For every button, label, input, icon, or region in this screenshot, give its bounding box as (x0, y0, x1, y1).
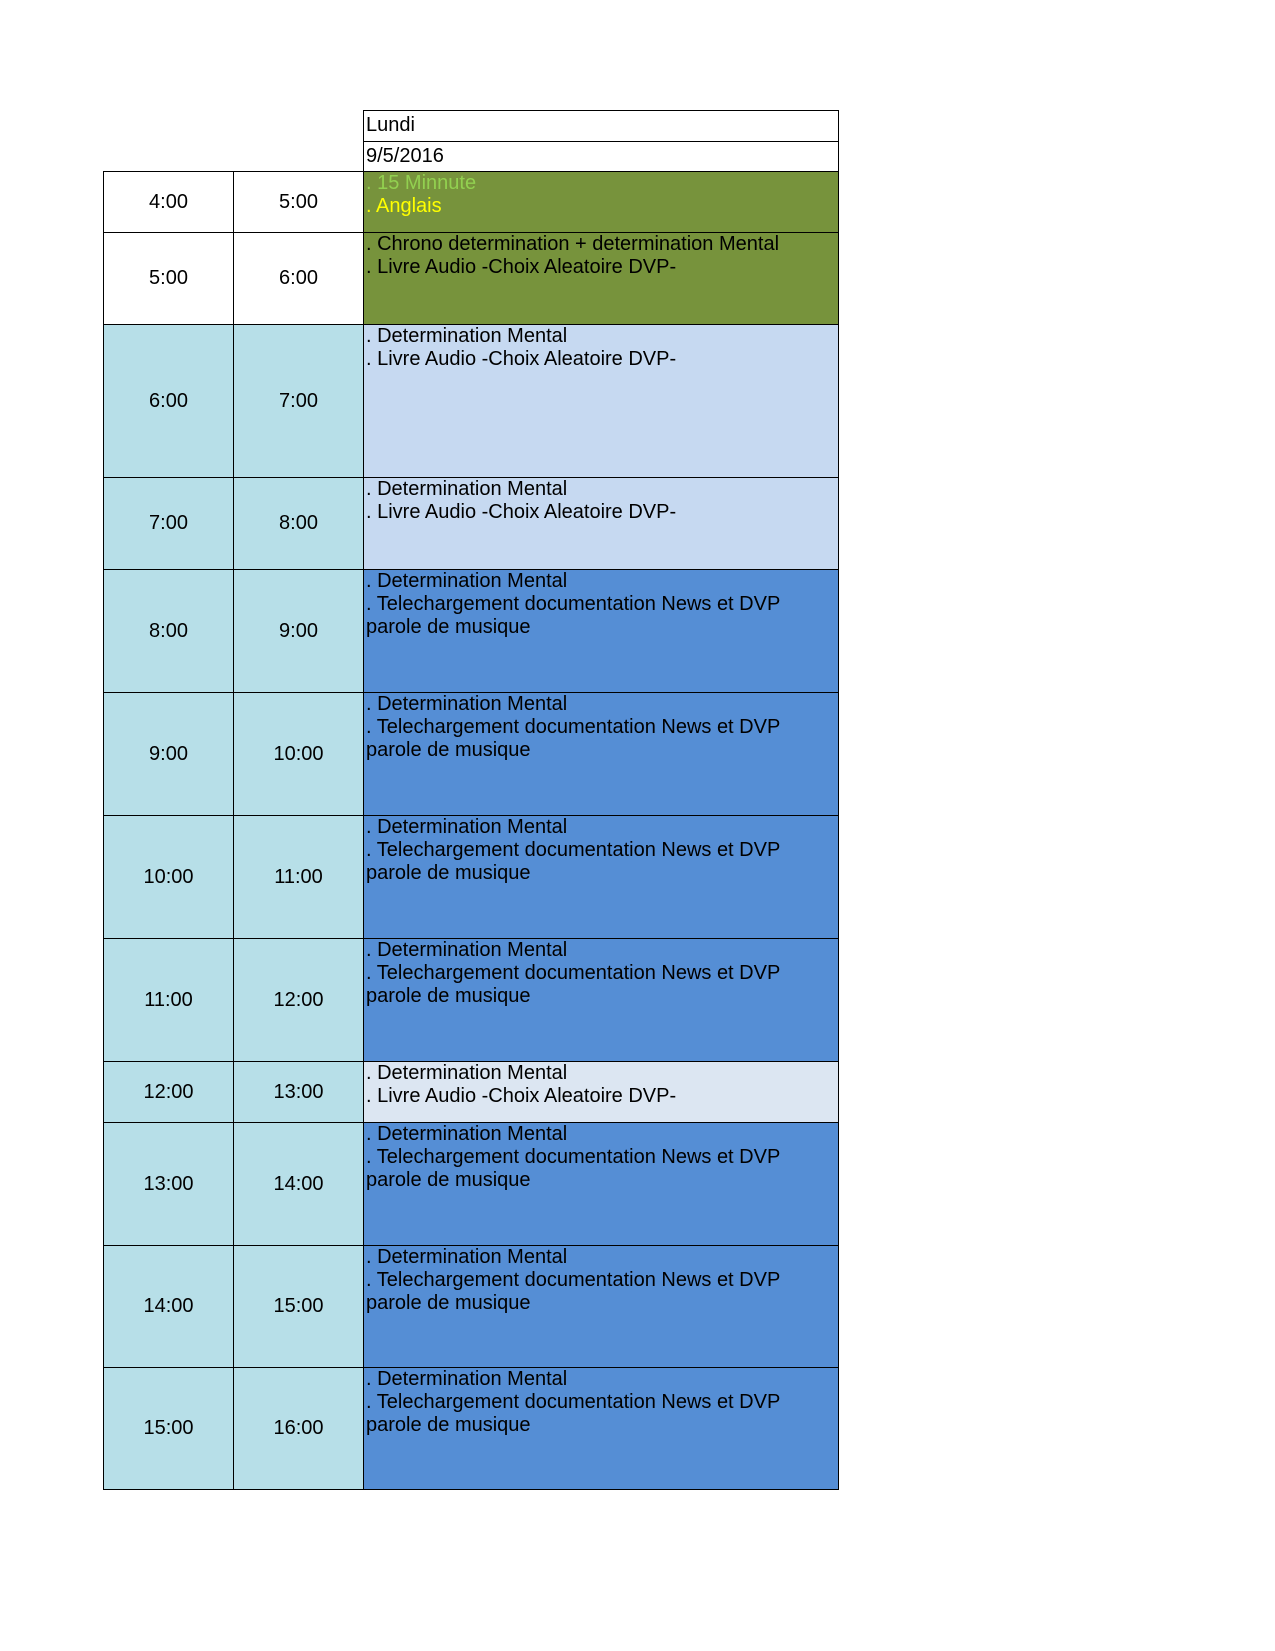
table-row (103, 815, 839, 938)
table-row (103, 692, 839, 815)
table-row (103, 1245, 839, 1367)
activity-line: . Determination Mental (366, 1123, 568, 1145)
start-time: 10:00 (103, 815, 233, 938)
activity-cell (363, 1367, 839, 1490)
end-time: 16:00 (233, 1367, 363, 1490)
activity-line: parole de musique (366, 616, 531, 638)
end-time: 7:00 (233, 324, 363, 477)
activity-line: . Determination Mental (366, 325, 568, 347)
activity-line: . Livre Audio -Choix Aleatoire DVP- (366, 501, 677, 523)
activity-line: . Livre Audio -Choix Aleatoire DVP- (366, 1085, 677, 1107)
activity-cell (363, 815, 839, 938)
activity-line: . Determination Mental (366, 1368, 568, 1390)
end-time: 12:00 (233, 938, 363, 1061)
start-time: 15:00 (103, 1367, 233, 1490)
start-time: 5:00 (103, 232, 233, 324)
start-time: 4:00 (103, 171, 233, 232)
activity-cell (363, 1122, 839, 1245)
start-time: 11:00 (103, 938, 233, 1061)
start-time: 14:00 (103, 1245, 233, 1367)
activity-line: . Determination Mental (366, 693, 568, 715)
date-header: 9/5/2016 (363, 141, 839, 173)
activity-line: . Determination Mental (366, 570, 568, 592)
activity-cell (363, 477, 839, 569)
end-time: 13:00 (233, 1061, 363, 1122)
activity-line: . Determination Mental (366, 1062, 568, 1084)
activity-line: . 15 Minnute (366, 172, 477, 194)
table-row (103, 324, 839, 477)
start-time: 7:00 (103, 477, 233, 569)
start-time: 6:00 (103, 324, 233, 477)
activity-cell (363, 1061, 839, 1122)
activity-line: . Livre Audio -Choix Aleatoire DVP- (366, 348, 677, 370)
activity-line: . Determination Mental (366, 1246, 568, 1268)
activity-cell (363, 938, 839, 1061)
activity-cell (363, 1245, 839, 1367)
activity-line: parole de musique (366, 1414, 531, 1436)
activity-line: parole de musique (366, 1169, 531, 1191)
activity-line: . Telechargement documentation News et DVP (366, 1146, 781, 1168)
table-row (103, 232, 839, 324)
activity-line: . Determination Mental (366, 478, 568, 500)
table-row (103, 1061, 839, 1122)
activity-cell (363, 171, 839, 232)
start-time: 12:00 (103, 1061, 233, 1122)
activity-line: . Livre Audio -Choix Aleatoire DVP- (366, 256, 677, 278)
end-time: 14:00 (233, 1122, 363, 1245)
activity-line: . Telechargement documentation News et DVP (366, 1269, 781, 1291)
activity-cell (363, 232, 839, 324)
table-row (103, 1367, 839, 1490)
activity-line: . Determination Mental (366, 816, 568, 838)
end-time: 10:00 (233, 692, 363, 815)
activity-line: . Telechargement documentation News et DVP (366, 716, 781, 738)
activity-cell (363, 324, 839, 477)
start-time: 8:00 (103, 569, 233, 692)
end-time: 6:00 (233, 232, 363, 324)
activity-line: . Chrono determination + determination Mental (366, 233, 780, 255)
start-time: 9:00 (103, 692, 233, 815)
activity-line: parole de musique (366, 985, 531, 1007)
activity-line: . Telechargement documentation News et DVP (366, 839, 781, 861)
activity-line: parole de musique (366, 739, 531, 761)
end-time: 5:00 (233, 171, 363, 232)
activity-line: parole de musique (366, 862, 531, 884)
activity-line: parole de musique (366, 1292, 531, 1314)
table-row (103, 171, 839, 232)
activity-line: . Telechargement documentation News et DVP (366, 593, 781, 615)
table-row (103, 569, 839, 692)
start-time: 13:00 (103, 1122, 233, 1245)
end-time: 9:00 (233, 569, 363, 692)
activity-line: . Telechargement documentation News et DVP (366, 962, 781, 984)
end-time: 8:00 (233, 477, 363, 569)
activity-line: . Anglais (366, 195, 442, 217)
activity-cell (363, 692, 839, 815)
day-header: Lundi (363, 110, 839, 143)
end-time: 11:00 (233, 815, 363, 938)
table-row (103, 477, 839, 569)
end-time: 15:00 (233, 1245, 363, 1367)
table-row (103, 938, 839, 1061)
activity-cell (363, 569, 839, 692)
activity-line: . Determination Mental (366, 939, 568, 961)
table-row (103, 1122, 839, 1245)
activity-line: . Telechargement documentation News et DVP (366, 1391, 781, 1413)
